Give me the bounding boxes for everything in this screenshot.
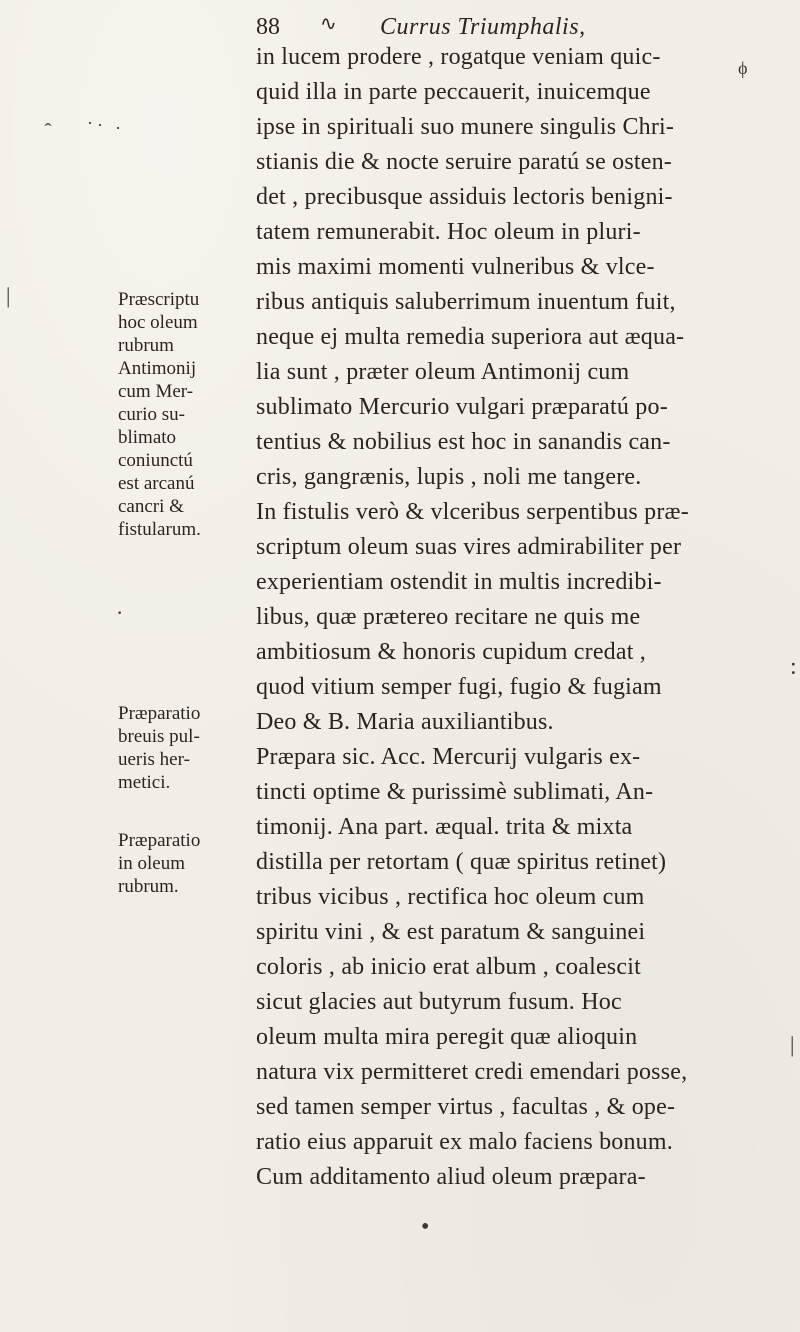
marginal-note-line: rubrum: [118, 335, 174, 356]
text-line: sublimato Mercurio vulgari præparatú po-: [256, 394, 668, 420]
text-line: ribus antiquis saluberrimum inuentum fuit,: [256, 289, 676, 315]
text-line: quid illa in parte peccauerit, inuicemque: [256, 79, 651, 105]
page-header: [256, 10, 776, 44]
marginal-note: [118, 829, 264, 898]
stray-ink-mark: ˆ: [44, 120, 52, 140]
text-line: cris, gangrænis, lupis , noli me tangere.: [256, 464, 642, 490]
text-line: mis maximi momenti vulneribus & vlce-: [256, 254, 655, 280]
stray-ink-mark: :: [790, 654, 797, 680]
main-text-block: [256, 40, 776, 1195]
marginal-note-line: rubrum.: [118, 876, 179, 897]
text-line: scriptum oleum suas vires admirabiliter per: [256, 534, 682, 560]
text-line: tentius & nobilius est hoc in sanandis can-: [256, 429, 671, 455]
stray-ink-mark: ·: [97, 115, 103, 135]
text-line: spiritu vini , & est paratum & sanguinei: [256, 919, 646, 945]
marginal-note-line: cum Mer-: [118, 381, 194, 402]
page-number: 88: [256, 14, 280, 40]
text-line: ipse in spirituali suo munere singulis Chri-: [256, 114, 675, 140]
text-line: tribus vicibus , rectifica hoc oleum cum: [256, 884, 645, 910]
text-line: neque ej multa remedia superiora aut æqua-: [256, 324, 685, 350]
text-line: quod vitium semper fugi, fugio & fugiam: [256, 674, 662, 700]
text-line: distilla per retortam ( quæ spiritus retinet): [256, 849, 667, 875]
text-line: libus, quæ prætereo recitare ne quis me: [256, 604, 641, 630]
text-line: Deo & B. Maria auxiliantibus.: [256, 709, 554, 735]
text-line: tatem remunerabit. Hoc oleum in pluri-: [256, 219, 641, 245]
text-line: experientiam ostendit in multis incredibi-: [256, 569, 662, 595]
marginal-note-line: Præscriptu: [118, 289, 200, 310]
text-line: Præpara sic. Acc. Mercurij vulgaris ex-: [256, 744, 641, 770]
stray-ink-mark: •: [421, 1214, 430, 1240]
marginal-note-line: Antimonij: [118, 358, 197, 379]
text-line: sed tamen semper virtus , facultas , & ope-: [256, 1094, 676, 1120]
text-line: ratio eius apparuit ex malo faciens bonum.: [256, 1129, 673, 1155]
text-line: timonij. Ana part. æqual. trita & mixta: [256, 814, 633, 840]
stray-ink-mark: |: [790, 1032, 795, 1057]
marginal-note-line: coniunctú: [118, 450, 193, 471]
marginal-note-line: curio su-: [118, 404, 186, 425]
text-line: Cum additamento aliud oleum præpara-: [256, 1164, 646, 1190]
marginal-note-line: est arcanú: [118, 473, 195, 494]
text-line: tincti optime & purissimè sublimati, An-: [256, 779, 654, 805]
marginal-note-line: blimato: [118, 427, 177, 448]
text-line: ambitiosum & honoris cupidum credat ,: [256, 639, 647, 665]
marginal-note-line: hoc oleum: [118, 312, 198, 333]
text-line: oleum multa mira peregit quæ alioquin: [256, 1024, 638, 1050]
marginal-note-line: in oleum: [118, 853, 186, 874]
text-line: coloris , ab inicio erat album , coalescit: [256, 954, 641, 980]
text-line: det , precibusque assiduis lectoris benigni-: [256, 184, 673, 210]
marginal-note-line: ueris her-: [118, 749, 190, 770]
marginal-note: [118, 288, 264, 541]
stray-ink-mark: ·: [87, 113, 93, 133]
marginal-note-line: fistularum.: [118, 519, 201, 540]
text-line: in lucem prodere , rogatque veniam quic-: [256, 44, 661, 70]
running-title: Currus Triumphalis,: [380, 14, 586, 40]
text-line: lia sunt , præter oleum Antimonij cum: [256, 359, 630, 385]
marginal-note: [118, 702, 264, 794]
text-line: natura vix permitteret credi emendari posse,: [256, 1059, 688, 1085]
text-line: sicut glacies aut butyrum fusum. Hoc: [256, 989, 622, 1015]
marginal-note-line: breuis pul-: [118, 726, 200, 747]
stray-ink-mark: ϕ: [738, 58, 748, 78]
stray-ink-mark: ·: [116, 600, 124, 625]
stray-ink-mark: ·: [115, 118, 121, 138]
text-line: stianis die & nocte seruire paratú se osten-: [256, 149, 673, 175]
marginal-note-line: cancri &: [118, 496, 184, 517]
stray-ink-mark: |: [6, 283, 11, 308]
marginal-note-line: Præparatio: [118, 830, 201, 851]
marginal-note-line: metici.: [118, 772, 171, 793]
marginal-note-line: Præparatio: [118, 703, 201, 724]
header-ornament-mark: ∿: [320, 13, 337, 35]
text-line: In fistulis verò & vlceribus serpentibus præ-: [256, 499, 689, 525]
